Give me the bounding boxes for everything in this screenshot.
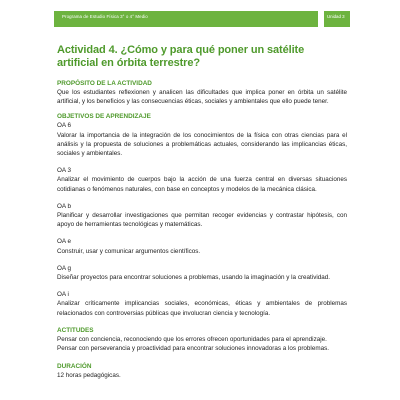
objective-code: OA b	[57, 202, 72, 210]
objective-text: Diseñar proyectos para encontrar soluciones a problemas, usando la imaginación y la creatividad.	[57, 274, 331, 282]
duration-section	[57, 363, 347, 380]
objective-item	[57, 237, 347, 255]
objective-text: Valorar la importancia de la integración de los conocimientos de la física con otras ciencias para el análisis y la propuesta de soluciones a problemáticas actuales, considerando las implicancias éticas, sociales y ambientales.	[57, 131, 347, 158]
objectives-section	[57, 113, 347, 317]
objective-code: OA g	[57, 264, 72, 272]
objective-code: OA i	[57, 291, 69, 299]
objective-text: Analizar críticamente implicancias sociales, económicas, éticas y ambientales de problemas relacionados con controversias públicas que involucran ciencia y tecnología.	[57, 300, 347, 317]
objective-code: OA 3	[57, 167, 72, 175]
program-title: Programa de Estudio Física 3° o 4° Medio	[62, 14, 148, 19]
objective-text: Construir, usar y comunicar argumentos científicos.	[57, 247, 201, 255]
objective-item	[57, 166, 347, 194]
objective-text: Analizar el movimiento de cuerpos bajo la acción de una fuerza central en diversas situaciones cotidianas o fenómenos naturales, con base en conceptos y modelos de la mecánica clásica.	[57, 176, 347, 193]
purpose-heading: PROPÓSITO DE LA ACTIVIDAD	[57, 80, 152, 87]
page-title: Actividad 4. ¿Cómo y para qué poner un satélite artificial en órbita terrestre?	[57, 44, 305, 69]
objective-item	[57, 202, 347, 230]
attitude-line: Pensar con perseverancia y proactividad para encontrar soluciones innovadoras a los problemas.	[57, 345, 329, 353]
objective-item	[57, 121, 347, 158]
objective-text: Planificar y desarrollar investigaciones que permitan recoger evidencias y contrastar hipótesis, con apoyo de herramientas tecnológicas y matemáticas.	[57, 212, 347, 229]
unit-label: Unidad 3	[327, 14, 345, 19]
purpose-section	[57, 80, 347, 106]
objective-item	[57, 264, 347, 282]
objective-code: OA 6	[57, 122, 72, 130]
attitudes-heading: ACTITUDES	[57, 326, 94, 334]
duration-heading: DURACIÓN	[57, 363, 92, 371]
duration-text: 12 horas pedagógicas.	[57, 372, 121, 380]
page-header	[0, 0, 400, 30]
objective-code: OA e	[57, 238, 72, 246]
objectives-heading: OBJETIVOS DE APRENDIZAJE	[57, 113, 151, 121]
attitude-line: Pensar con conciencia, reconociendo que los errores ofrecen oportunidades para el aprendizaje.	[57, 335, 327, 343]
objective-item	[57, 290, 347, 318]
purpose-text: Que los estudiantes reflexionen y analicen las dificultades que implica poner en órbita un satélite artificial, y los beneficios y las consecuencias éticas, sociales y ambientales que ello puede tener.	[57, 89, 347, 106]
attitudes-section	[57, 327, 347, 353]
activity-content	[57, 44, 347, 380]
